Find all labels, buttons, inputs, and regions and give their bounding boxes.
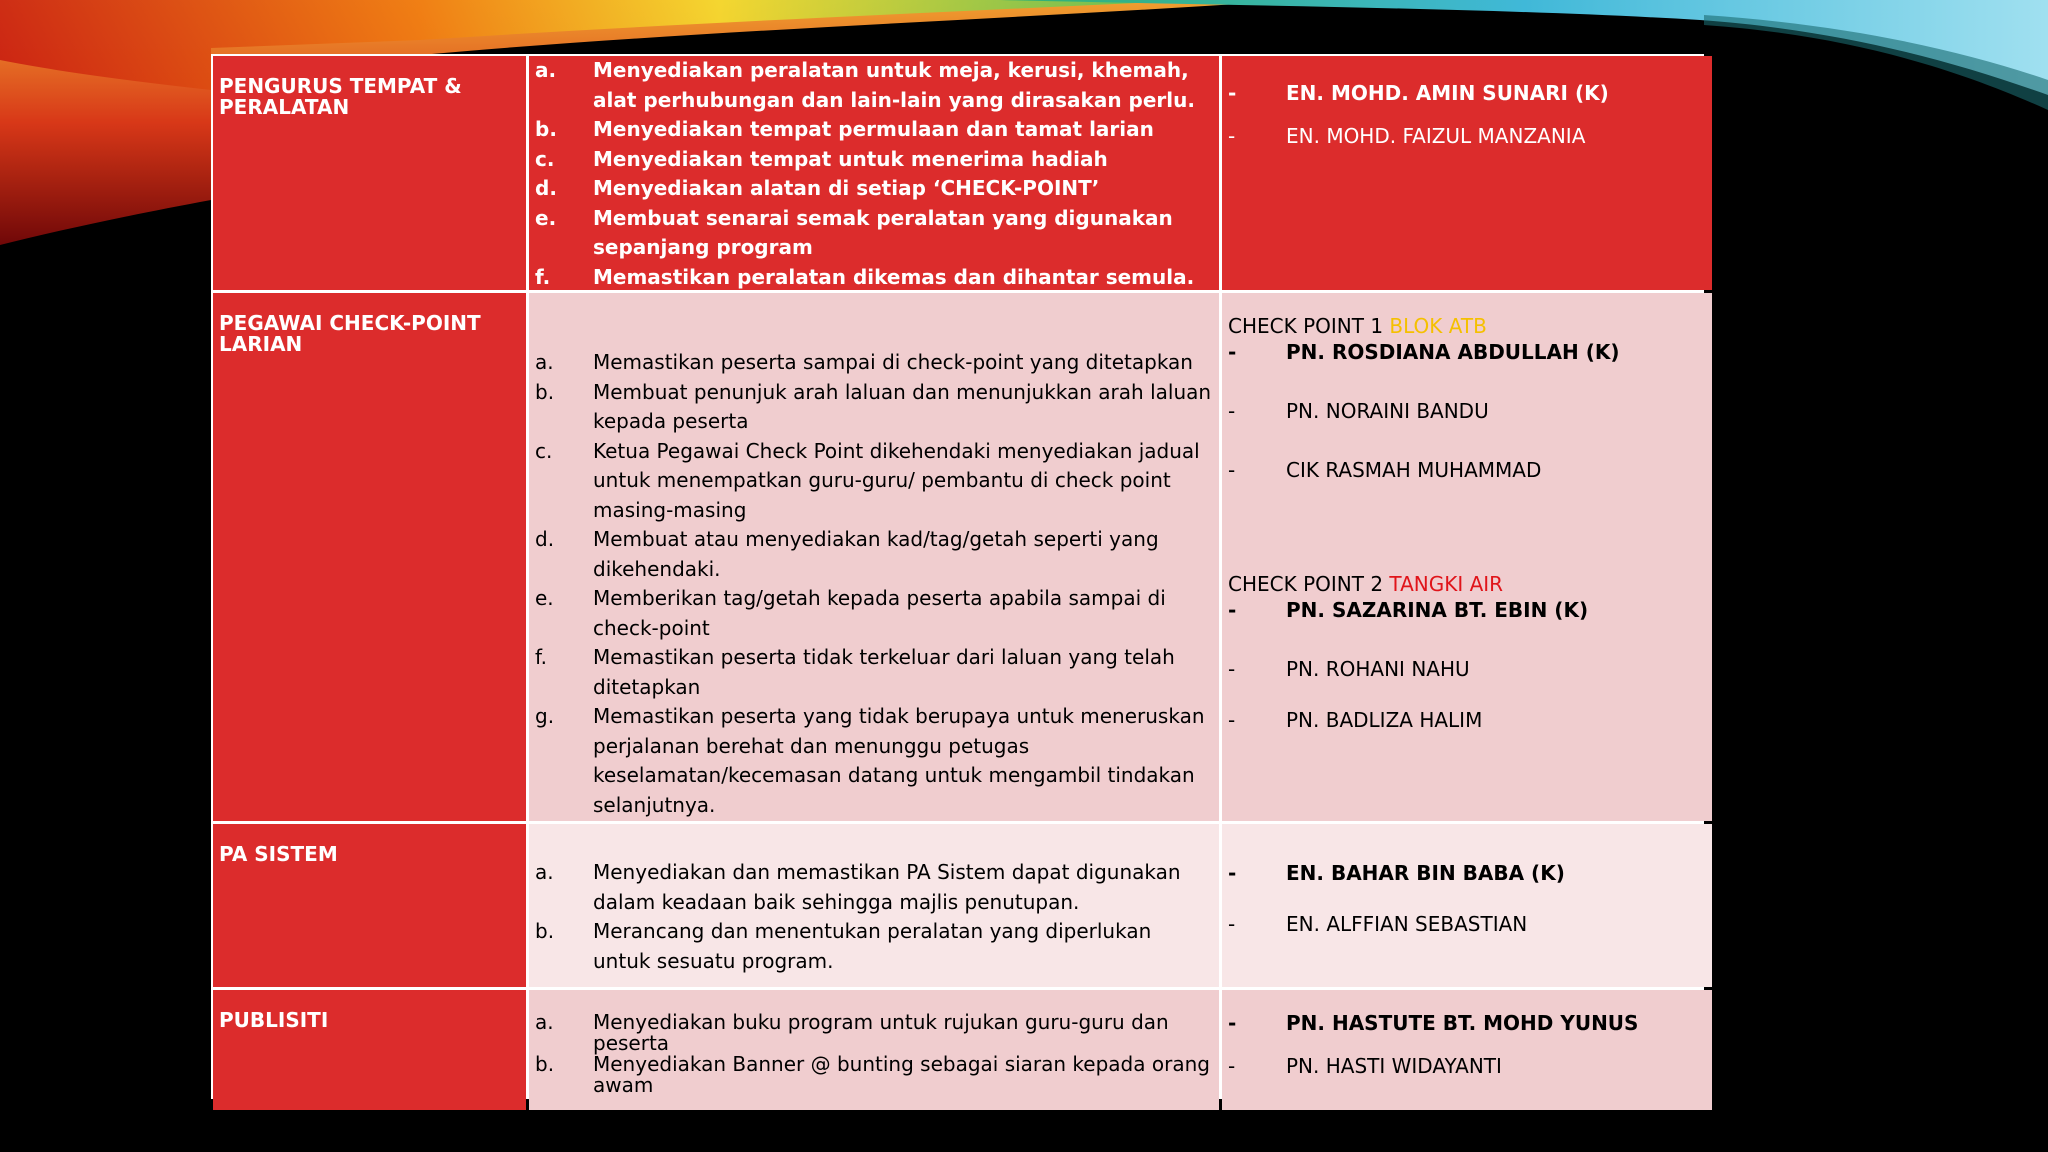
checkpoint-2-location: TANGKI AIR [1389, 572, 1504, 596]
tasks-pegawai-check-point [529, 293, 1219, 821]
person-item [1228, 911, 1706, 937]
role-pa-sistem: PA SISTEM [213, 824, 526, 987]
task-text: Menyediakan buku program untuk rujukan guru-guru dan peserta [593, 1010, 1169, 1055]
person-name: EN. ALFFIAN SEBASTIAN [1286, 912, 1528, 936]
task-text: Menyediakan tempat untuk menerima hadiah [593, 146, 1108, 171]
person-item [1228, 1053, 1706, 1079]
task-letter: c. [535, 146, 555, 171]
checkpoint-2-heading [1228, 571, 1706, 597]
tasks-pengurus-tempat [529, 56, 1219, 290]
person-item [1228, 597, 1706, 623]
person-name: EN. MOHD. FAIZUL MANZANIA [1286, 124, 1586, 148]
task-letter: b. [535, 919, 555, 943]
task-letter: b. [535, 379, 555, 404]
task-letter: a. [535, 860, 554, 884]
task-item [535, 525, 1213, 584]
task-text: Menyediakan Banner @ bunting sebagai siaran kepada orang awam [593, 1052, 1210, 1097]
people-pegawai-check-point [1222, 293, 1712, 821]
people-pa-sistem [1222, 824, 1712, 987]
person-name: CIK RASMAH MUHAMMAD [1286, 458, 1542, 482]
person-name: PN. HASTUTE BT. MOHD YUNUS [1286, 1011, 1639, 1035]
people-publisiti [1222, 990, 1712, 1110]
task-letter: b. [535, 1052, 555, 1076]
tasks-publisiti [529, 990, 1219, 1110]
person-dash: - [1228, 81, 1237, 105]
task-text: Membuat senarai semak peralatan yang digunakan sepanjang program [593, 205, 1173, 259]
task-text: Memastikan peralatan dikemas dan dihantar semula. [593, 264, 1195, 289]
person-item [1228, 1010, 1706, 1036]
person-dash: - [1228, 912, 1236, 936]
task-text: Membuat atau menyediakan kad/tag/getah seperti yang dikehendaki. [593, 527, 1159, 581]
task-item [535, 643, 1213, 702]
person-dash: - [1228, 399, 1236, 423]
task-letter: g. [535, 704, 555, 728]
task-item [535, 1012, 1213, 1054]
task-item [535, 584, 1213, 643]
task-letter: d. [535, 176, 557, 200]
task-letter: c. [535, 438, 553, 463]
person-item [1228, 339, 1706, 365]
role-pengurus-tempat: PENGURUS TEMPAT & PERALATAN [213, 56, 526, 290]
checkpoint-1-heading [1228, 313, 1706, 339]
checkpoint-1-location: BLOK ATB [1389, 314, 1487, 338]
task-item [535, 437, 1213, 526]
task-text: Merancang dan menentukan peralatan yang diperlukan untuk sesuatu program. [593, 919, 1152, 973]
task-text: Memastikan peserta sampai di check-point yang ditetapkan [593, 350, 1193, 374]
task-item [535, 348, 1213, 378]
task-text: Menyediakan dan memastikan PA Sistem dapat digunakan dalam keadaan baik sehingga majlis penutupan. [593, 860, 1181, 914]
person-item [1228, 398, 1706, 424]
person-dash: - [1228, 340, 1237, 364]
task-text: Menyediakan tempat permulaan dan tamat larian [593, 117, 1154, 141]
person-dash: - [1228, 1054, 1236, 1078]
tasks-pa-sistem [529, 824, 1219, 987]
task-letter: a. [535, 350, 554, 374]
task-item [535, 858, 1213, 917]
people-pengurus-tempat [1222, 56, 1712, 290]
task-item [535, 174, 1213, 204]
person-item [1228, 457, 1706, 483]
task-item [535, 702, 1213, 820]
task-item [535, 378, 1213, 437]
task-item [535, 1054, 1213, 1096]
person-item [1228, 707, 1706, 733]
checkpoint-1-label: CHECK POINT 1 [1228, 314, 1384, 338]
task-item [535, 204, 1213, 263]
person-item [1228, 115, 1706, 158]
task-text: Ketua Pegawai Check Point dikehendaki menyediakan jadual untuk menempatkan guru-guru/ pembantu di check point masing-masing [593, 438, 1200, 522]
task-item [535, 56, 1213, 115]
person-name: PN. BADLIZA HALIM [1286, 708, 1483, 732]
person-dash: - [1228, 1011, 1237, 1035]
task-text: Memberikan tag/getah kepada peserta apabila sampai di check-point [593, 586, 1166, 640]
task-text: Memastikan peserta yang tidak berupaya untuk meneruskan perjalanan berehat dan menunggu petugas keselamatan/kecemasan datang untuk mengambil tindakan selanjutnya. [593, 704, 1205, 817]
person-name: PN. HASTI WIDAYANTI [1286, 1054, 1502, 1078]
person-dash: - [1228, 598, 1237, 622]
task-text: Menyediakan peralatan untuk meja, kerusi, khemah, alat perhubungan dan lain-lain yang dirasakan perlu. [593, 58, 1195, 112]
person-dash: - [1228, 458, 1236, 482]
person-name: PN. NORAINI BANDU [1286, 399, 1489, 423]
person-dash: - [1228, 861, 1237, 885]
task-letter: a. [535, 58, 557, 82]
role-pegawai-check-point: PEGAWAI CHECK-POINT LARIAN [213, 293, 526, 821]
person-name: PN. ROHANI NAHU [1286, 657, 1470, 681]
person-dash: - [1228, 708, 1236, 732]
task-letter: d. [535, 527, 555, 551]
person-name: PN. ROSDIANA ABDULLAH (K) [1286, 340, 1620, 364]
person-item [1228, 72, 1706, 115]
person-name: PN. SAZARINA BT. EBIN (K) [1286, 598, 1589, 622]
task-item [535, 917, 1213, 976]
person-item [1228, 860, 1706, 886]
task-letter: b. [535, 117, 557, 141]
task-item [535, 263, 1213, 291]
task-item [535, 115, 1213, 145]
person-name: EN. BAHAR BIN BABA (K) [1286, 861, 1565, 885]
task-text: Menyediakan alatan di setiap ‘CHECK-POINT’ [593, 176, 1100, 200]
checkpoint-2-label: CHECK POINT 2 [1228, 572, 1384, 596]
task-letter: e. [535, 586, 554, 610]
task-item [535, 145, 1213, 175]
person-name: EN. MOHD. AMIN SUNARI (K) [1286, 81, 1609, 105]
task-letter: e. [535, 205, 557, 230]
person-dash: - [1228, 657, 1236, 681]
duty-assignment-table [211, 54, 1704, 1099]
task-text: Memastikan peserta tidak terkeluar dari laluan yang telah ditetapkan [593, 645, 1175, 699]
person-item [1228, 656, 1706, 682]
task-letter: f. [535, 264, 551, 289]
person-dash: - [1228, 124, 1236, 148]
task-text: Membuat penunjuk arah laluan dan menunjukkan arah laluan kepada peserta [593, 379, 1212, 433]
role-publisiti: PUBLISITI [213, 990, 526, 1110]
task-letter: a. [535, 1010, 554, 1034]
task-letter: f. [535, 645, 547, 669]
